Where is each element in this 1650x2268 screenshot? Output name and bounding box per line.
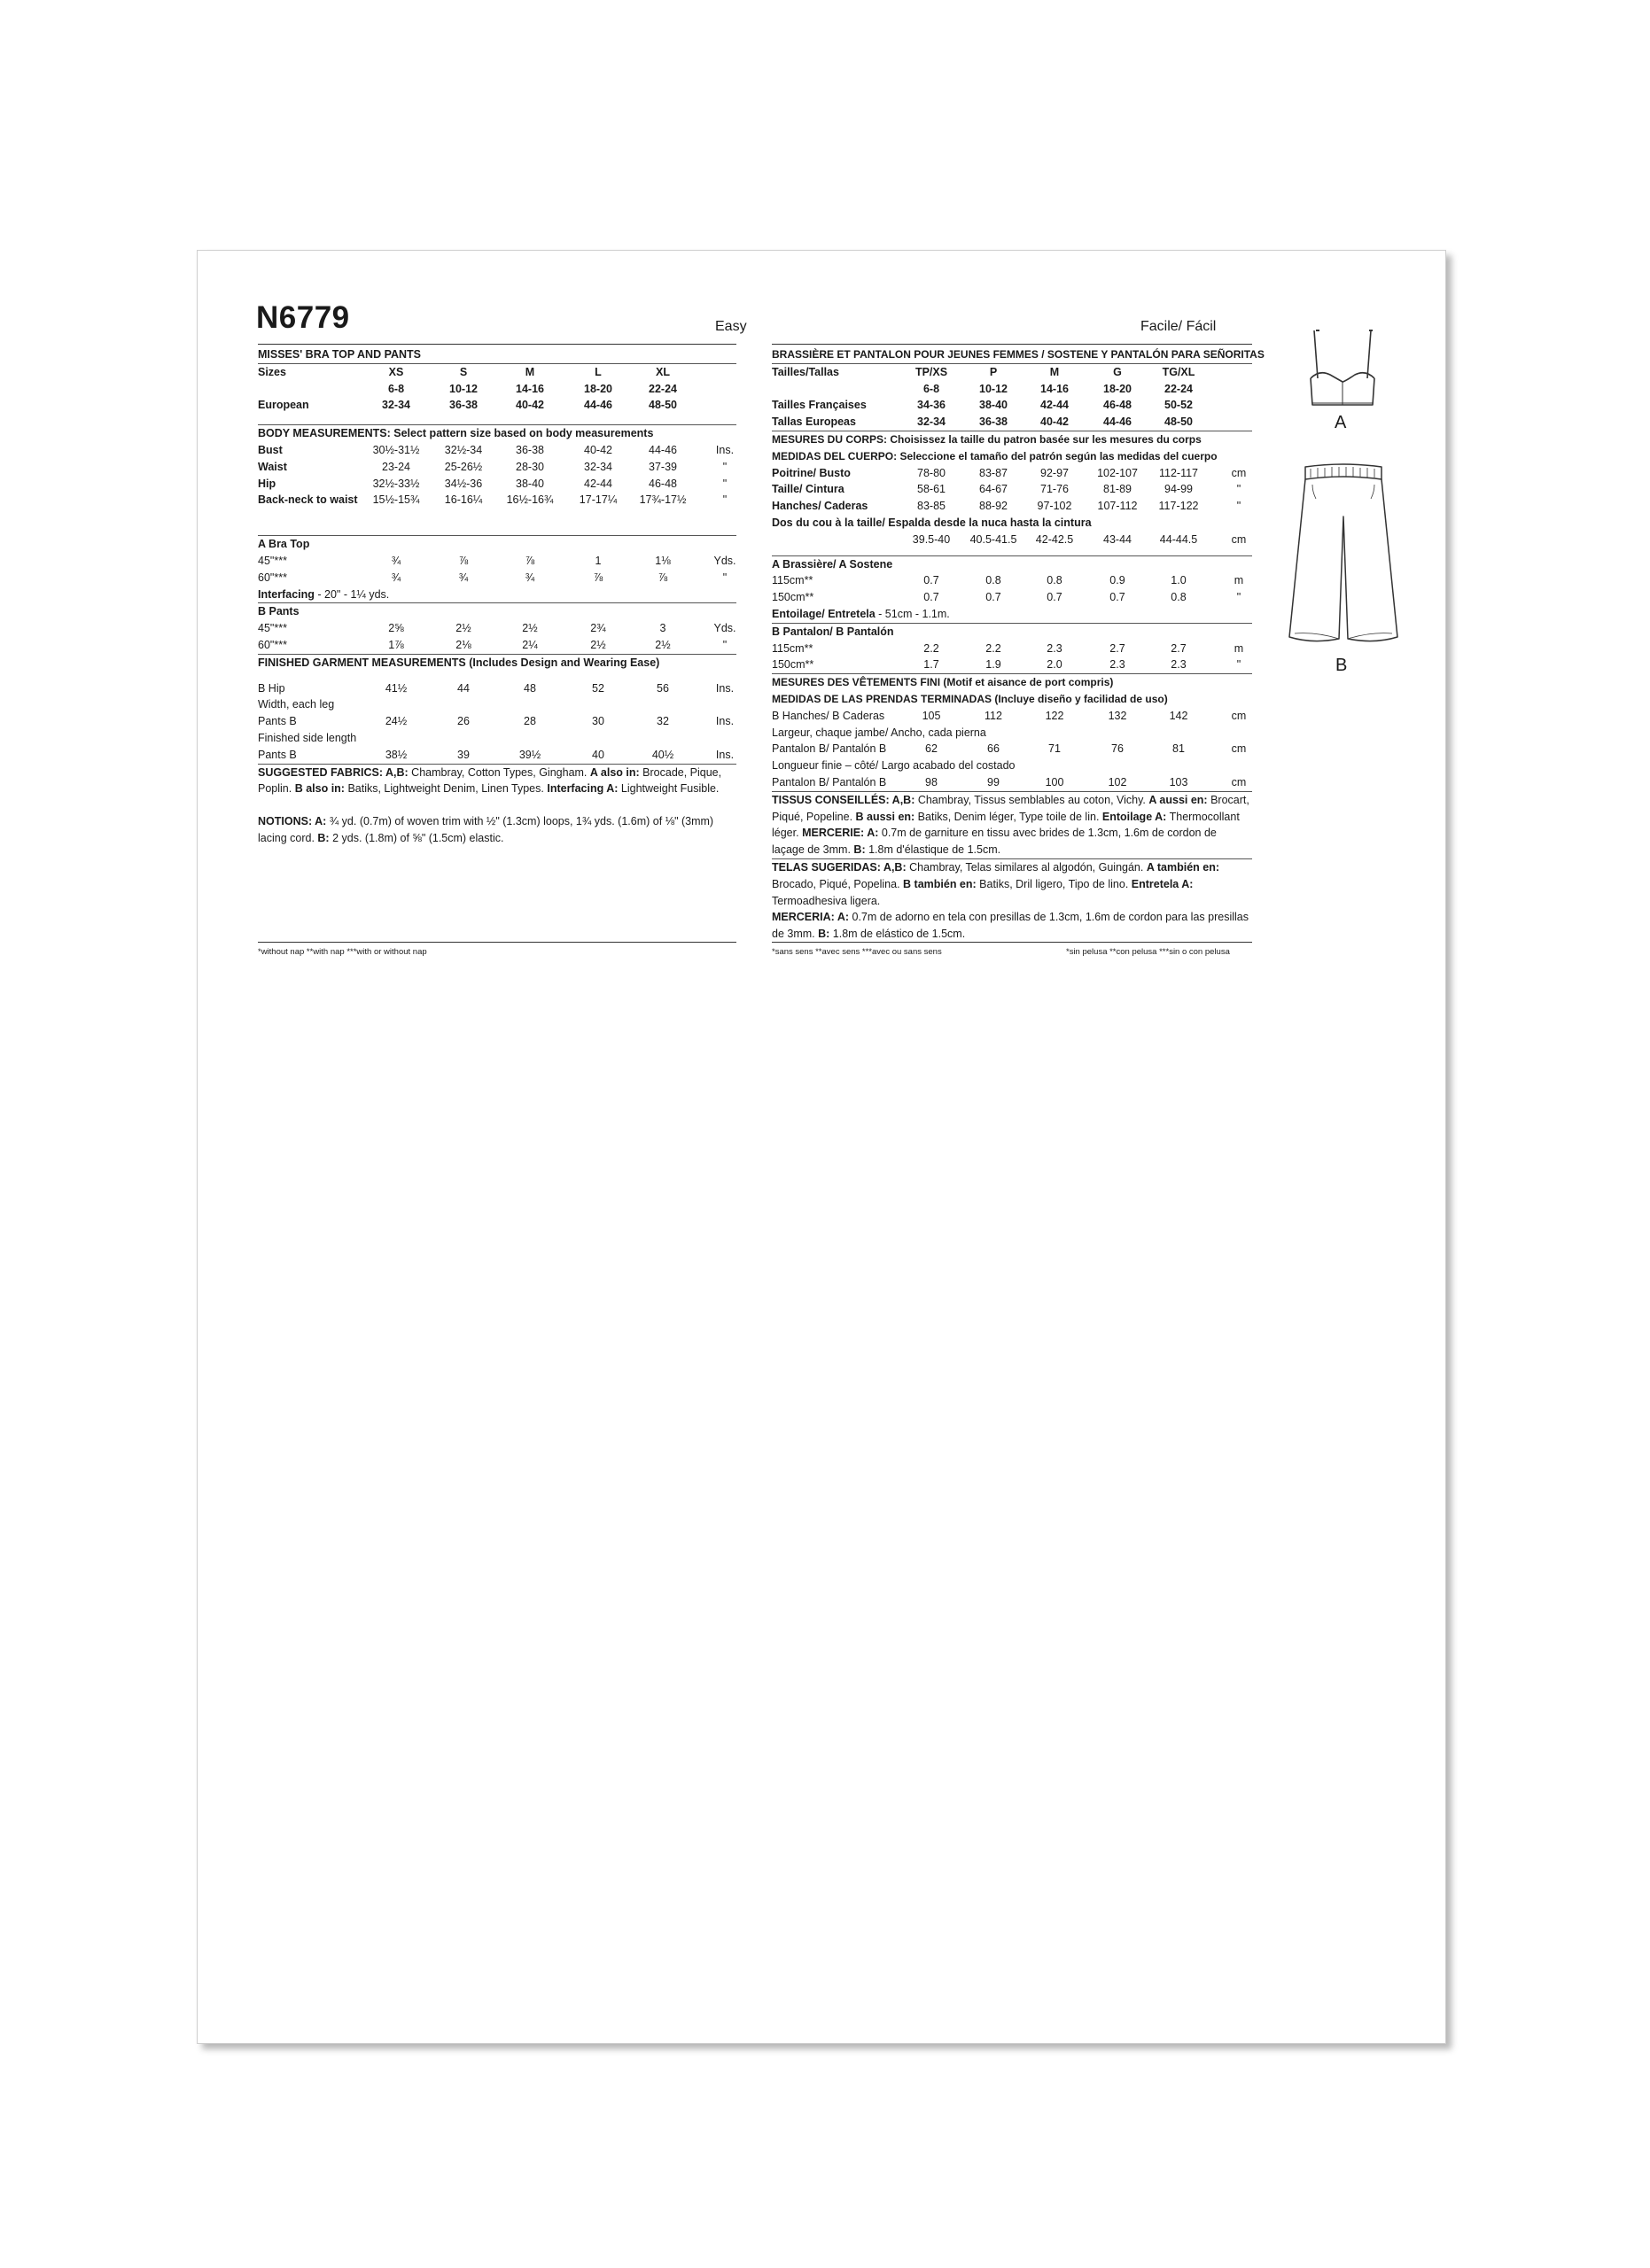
fr-body-heading-es: MEDIDAS DEL CUERPO: Seleccione el tamaño del patrón según las medidas del cuerpo xyxy=(772,449,1218,462)
fr-length-note: Longueur finie – côté/ Largo acabado del costado xyxy=(772,759,1016,773)
english-finished-length-row: Pants B 38½ 39 39½ 40 40½ Ins. xyxy=(258,748,735,761)
english-finished-width-row: Pants B 24½ 26 28 30 32 Ins. xyxy=(258,715,735,728)
english-body-row: Hip 32½-33½ 34½-36 38-40 42-44 46-48 " xyxy=(258,477,728,490)
english-interfacing-row: Interfacing - 20" - 1¼ yds. xyxy=(258,587,390,601)
fr-a-heading: A Brassière/ A Sostene xyxy=(772,555,1252,573)
english-sizes-row: Sizes XS S M L XL xyxy=(258,363,736,381)
english-european-row: European 32-34 36-38 40-42 44-46 48-50 xyxy=(258,399,677,412)
english-size-ranges-row: 6-8 10-12 14-16 18-20 22-24 xyxy=(387,382,677,395)
english-b-heading: B Pants xyxy=(258,602,736,620)
fr-body-row: Taille/ Cintura 58-61 64-67 71-76 81-89 94-99 " xyxy=(772,483,1241,496)
english-width-note: Width, each leg xyxy=(258,698,335,711)
fr-european-sizes-row: Tallas Europeas 32-34 36-38 40-42 44-46 48-50 xyxy=(772,416,1193,429)
english-suggested-fabrics: SUGGESTED FABRICS: A,B: Chambray, Cotton Types, Gingham. A also in: Brocade, Pique, Poplin. B also in: Batiks, Lightweight Denim, Linen Types. Interfacing A: Lightweight Fusible. xyxy=(258,764,736,798)
view-a-bra-top-sketch xyxy=(1295,329,1392,417)
fr-body-row: Poitrine/ Busto 78-80 83-87 92-97 102-107 112-117 cm xyxy=(772,466,1247,479)
english-length-note: Finished side length xyxy=(258,731,357,744)
view-b-pants-sketch xyxy=(1286,463,1401,651)
english-body-row: Back-neck to waist 15½-15¾ 16-16¼ 16½-16¾ 17-17¼ 17¾-17½ " xyxy=(258,493,728,507)
fr-finished-hip-row: B Hanches/ B Caderas 105 112 122 132 142 cm xyxy=(772,709,1247,722)
view-b-label: B xyxy=(1335,656,1348,675)
difficulty-english: Easy xyxy=(715,319,747,334)
fr-back-values-row: 39.5-40 40.5-41.5 42-42.5 43-44 44-44.5 cm xyxy=(912,532,1247,546)
english-finished-heading: FINISHED GARMENT MEASUREMENTS (Includes Design and Wearing Ease) xyxy=(258,654,736,672)
fr-sizes-row: Tailles/Tallas TP/XS P M G TG/XL xyxy=(772,363,1252,381)
spanish-footnote: *sin pelusa **con pelusa ***sin o con pelusa xyxy=(1066,947,1230,957)
english-notions: NOTIONS: A: ¾ yd. (0.7m) of woven trim with ½" (1.3cm) loops, 1¾ yds. (1.6m) of ⅛" (3mm) lacing cord. B: 2 yds. (1.8m) of ⅝" (1.5cm) elastic. xyxy=(258,815,714,844)
fr-french-sizes-row: Tailles Françaises 34-36 38-40 42-44 46-48 50-52 xyxy=(772,399,1193,412)
english-footnote: *without nap **with nap ***with or without nap xyxy=(258,947,427,957)
english-column xyxy=(258,346,736,847)
english-body-row: Bust 30½-31½ 32½-34 36-38 40-42 44-46 Ins. xyxy=(258,443,735,456)
english-finished-hip-row: B Hip 41½ 44 48 52 56 Ins. xyxy=(258,681,735,695)
fr-width-note: Largeur, chaque jambe/ Ancho, cada pierna xyxy=(772,726,986,739)
footnote-rule-english xyxy=(258,942,736,943)
english-yardage-b-row: 60"*** 1⅞ 2⅛ 2¼ 2½ 2½ " xyxy=(258,638,728,651)
footnote-rule-french xyxy=(772,942,1252,943)
french-spanish-column xyxy=(772,346,1265,943)
fr-finished-heading-fr: MESURES DES VÊTEMENTS FINI (Motif et aisance de port compris) xyxy=(772,673,1252,691)
english-body-row: Waist 23-24 25-26½ 28-30 32-34 37-39 " xyxy=(258,460,728,473)
french-spanish-title: BRASSIÈRE ET PANTALON POUR JEUNES FEMMES / SOSTENE Y PANTALÓN PARA SEÑORITAS xyxy=(772,348,1265,361)
fr-yardage-b-row: 115cm** 2.2 2.2 2.3 2.7 2.7 m xyxy=(772,641,1244,655)
fr-suggested-fabrics: TISSUS CONSEILLÉS: A,B: Chambray, Tissus semblables au coton, Vichy. A aussi en: Brocart, Piqué, Popeline. B aussi en: Batiks, Denim léger, Type toile de lin. Entoilage A: Thermocollant léger. MERCERIE: A: 0.7m de garniture en tissu avec brides de 1.3cm, 1.6m de cordon de laçage de 3mm. B: 1.8m d'élastique de 1.5cm. xyxy=(772,791,1252,858)
french-footnote: *sans sens **avec sens ***avec ou sans sens xyxy=(772,947,942,957)
fr-yardage-a-row: 115cm** 0.7 0.8 0.8 0.9 1.0 m xyxy=(772,574,1244,587)
fr-body-row: Hanches/ Caderas 83-85 88-92 97-102 107-112 117-122 " xyxy=(772,500,1241,513)
english-yardage-b-row: 45"*** 2⅝ 2½ 2½ 2¾ 3 Yds. xyxy=(258,622,736,635)
english-body-heading: BODY MEASUREMENTS: Select pattern size based on body measurements xyxy=(258,424,736,442)
difficulty-french-spanish: Facile/ Fácil xyxy=(1140,319,1217,334)
fr-finished-width-row: Pantalon B/ Pantalón B 62 66 71 76 81 cm xyxy=(772,742,1247,756)
fr-finished-length-row: Pantalon B/ Pantalón B 98 99 100 102 103 cm xyxy=(772,775,1247,788)
english-yardage-a-row: 60"*** ¾ ¾ ¾ ⅞ ⅞ " xyxy=(258,571,728,584)
english-title: MISSES' BRA TOP AND PANTS xyxy=(258,348,422,361)
fr-back-label: Dos du cou à la taille/ Espalda desde la nuca hasta la cintura xyxy=(772,516,1092,529)
es-suggested-fabrics: TELAS SUGERIDAS: A,B: Chambray, Telas similares al algodón, Guingán. A también en: Brocado, Piqué, Popelina. B también en: Batiks, Dril ligero, Tipo de lino. Entretela A: Termoadhesiva ligera. MERCERIA: A: 0.7m de adorno en tela con presillas de 1.3cm, 1.6m de cordon para las presillas de 3mm. B: 1.8m de elástico de 1.5cm. xyxy=(772,858,1252,943)
fr-size-ranges-row: 6-8 10-12 14-16 18-20 22-24 xyxy=(922,382,1193,395)
pattern-number: N6779 xyxy=(256,300,350,335)
fr-interfacing-row: Entoilage/ Entretela - 51cm - 1.1m. xyxy=(772,607,950,620)
fr-finished-heading-es: MEDIDAS DE LAS PRENDAS TERMINADAS (Incluye diseño y facilidad de uso) xyxy=(772,692,1168,705)
view-a-label: A xyxy=(1335,413,1347,432)
english-a-heading: A Bra Top xyxy=(258,535,736,553)
fr-b-heading: B Pantalon/ B Pantalón xyxy=(772,623,1252,641)
header-rule-french xyxy=(772,344,1252,345)
header-rule-english xyxy=(258,344,736,345)
fr-yardage-b-row: 150cm** 1.7 1.9 2.0 2.3 2.3 " xyxy=(772,658,1241,672)
english-yardage-a-row: 45"*** ¾ ⅞ ⅞ 1 1⅛ Yds. xyxy=(258,554,736,567)
fr-yardage-a-row: 150cm** 0.7 0.7 0.7 0.7 0.8 " xyxy=(772,591,1241,604)
fr-body-heading-fr: MESURES DU CORPS: Choisissez la taille du patron basée sur les mesures du corps xyxy=(772,431,1252,448)
pattern-envelope-back xyxy=(197,250,1446,2044)
